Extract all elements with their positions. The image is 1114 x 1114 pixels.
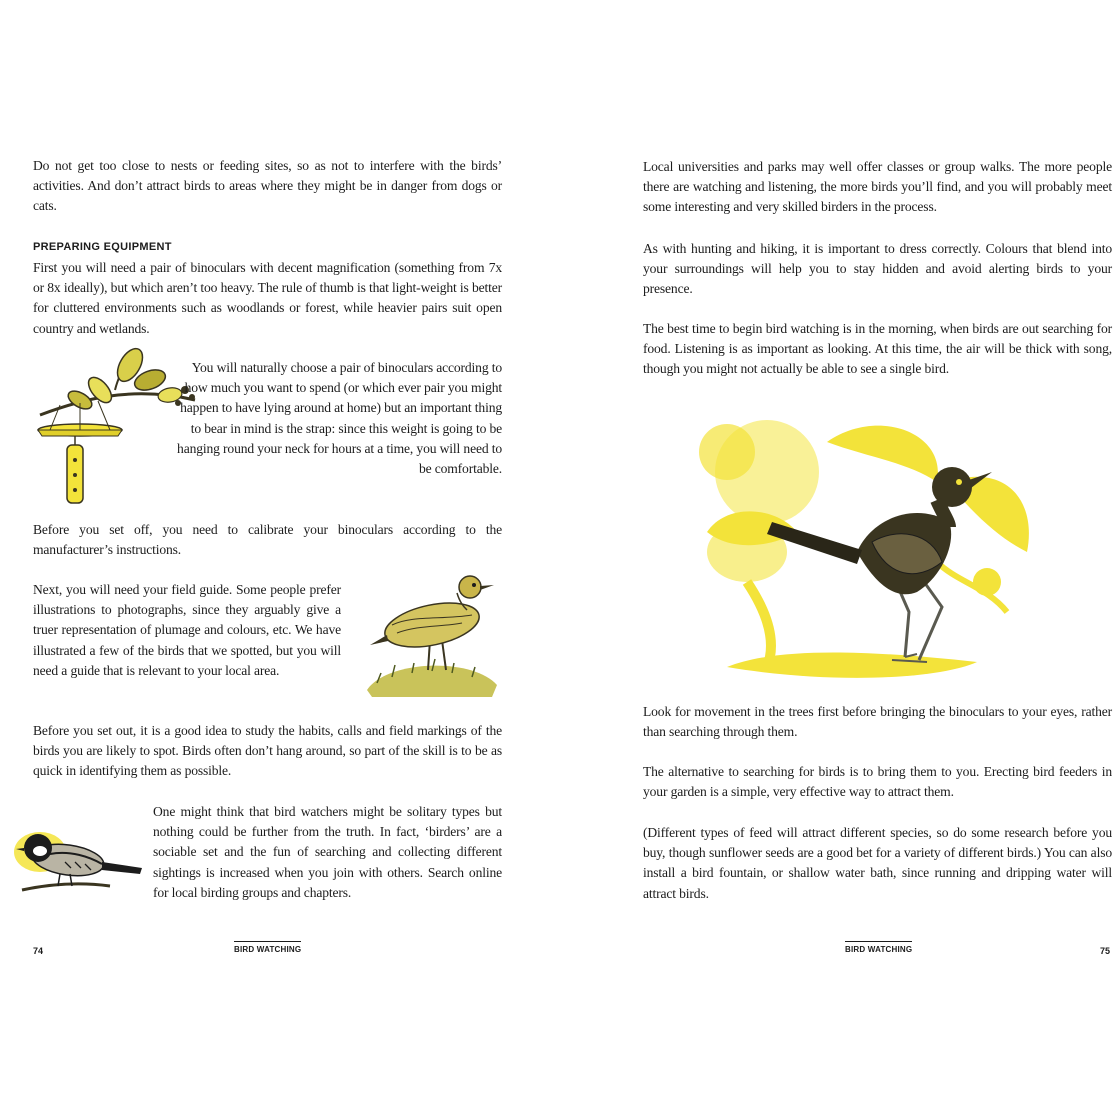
paragraph-dress: As with hunting and hiking, it is important to dress correctly. Colours that blend into your surroundings will help you to stay hidden and avoid alerting birds to your presence. (643, 241, 1112, 297)
paragraph-study: Before you set out, it is a good idea to study the habits, calls and field markings of the birds you are likely to spot. Birds often don’t hang around, so part of the skill is to be as quick in identifying them as possible. (33, 723, 502, 779)
paragraph-morning: The best time to begin bird watching is in the morning, when birds are out searching for food. Listening is as important as looking. At this time, the air will be thick with song, though you might not actually be able to see a single bird. (643, 321, 1112, 377)
running-head-right: BIRD WATCHING (845, 941, 912, 954)
paragraph-universities: Local universities and parks may well offer classes or group walks. The more people there are watching and listening, the more birds you’ll find, and you will probably meet some interesting and very skilled birders in the process. (643, 159, 1112, 215)
page-number-right: 75 (1100, 946, 1111, 956)
page-number-left: 74 (33, 946, 44, 956)
songbird-on-branch-illustration (687, 412, 1057, 687)
paragraph-calibrate: Before you set off, you need to calibrate your binoculars according to the manufacturer’s instructions. (33, 522, 502, 558)
right-page (557, 0, 1114, 1114)
paragraph-binoculars: First you will need a pair of binoculars with decent magnification (something from 7x or 8x ideally), but which aren’t too heavy. The rule of thumb is that light-weight is better for cluttered environments such as woodlands or forest, while heavier pairs suit open country and wetlands. (33, 260, 502, 336)
paragraph-nests: Do not get too close to nests or feeding sites, so as not to interfere with the birds’ activities. And don’t attract birds to areas where they might be in danger from dogs or cats. (33, 158, 502, 214)
plover-bird-illustration (362, 565, 502, 705)
section-heading-preparing-equipment: PREPARING EQUIPMENT (33, 241, 172, 253)
paragraph-choose-binoculars: You will naturally choose a pair of binoculars according to how much you want to spend (or which ever pair you might happen to have lying around at home) but an important thing to bear in mind is the strap: since this weight is going to be hanging round your neck for hours at a time, you will need to be comfortable. (177, 360, 502, 477)
paragraph-movement: Look for movement in the trees first before bringing the binoculars to your eyes, rather than searching through them. (643, 704, 1112, 740)
paragraph-field-guide: Next, you will need your field guide. Some people prefer illustrations to photographs, since they arguably give a truer representation of plumage and colours, etc. We have illustrated a few of the birds that we spotted, but you will need a guide that is relevant to your local area. (33, 582, 341, 678)
great-tit-bird-illustration (10, 822, 145, 897)
paragraph-feeders: The alternative to searching for birds is to bring them to you. Erecting bird feeders in your garden is a simple, very effective way to attract them. (643, 764, 1112, 800)
paragraph-feed-types: (Different types of feed will attract different species, so do some research before you buy, though sunflower seeds are a good bet for a variety of different birds.) You can also install a bird fountain, or shallow water bath, since running and dripping water will attract birds. (643, 825, 1112, 901)
paragraph-social: One might think that bird watchers might be solitary types but nothing could be further from the truth. In fact, ‘birders’ are a sociable set and the fun of searching and collecting different sightings is increased when you join with others. Search online for local birding groups and chapters. (153, 804, 502, 900)
running-head-left: BIRD WATCHING (234, 941, 301, 954)
